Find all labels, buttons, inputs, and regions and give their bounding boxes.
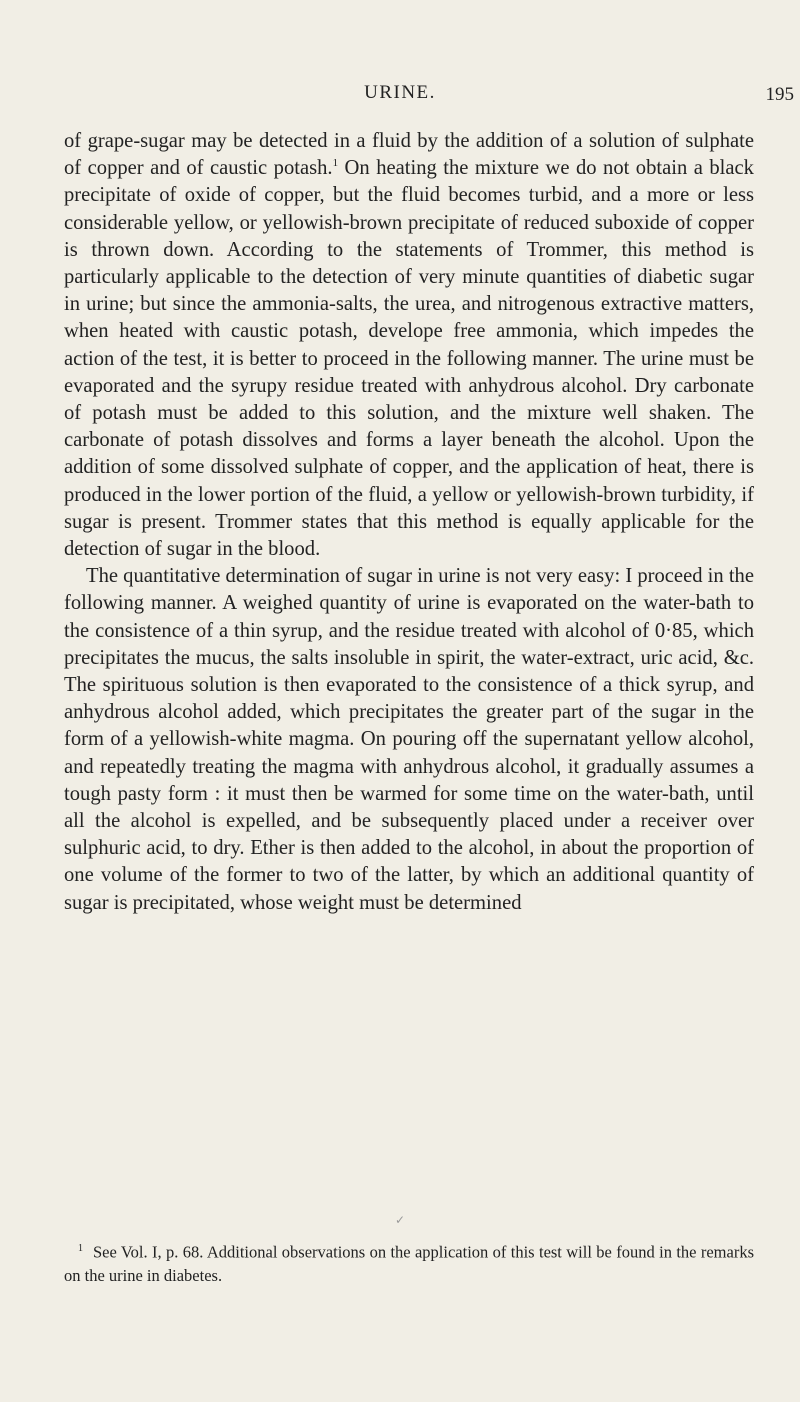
page-header — [0, 0, 800, 128]
body-text — [64, 128, 754, 917]
paragraph-1 — [64, 128, 754, 563]
footnote-number: 1 — [78, 1243, 83, 1254]
paragraph-1-text-b: On heating the mixture we do not obtain a black precipitate of oxide of copper, but the fluid becomes turbid, and a more or less considerable yellow, or yellowish-brown precipitate of reduced suboxide of copper is thrown down. According to the statements of Trommer, this method is particularly applicable to the detection of very minute quantities of diabetic sugar in urine; but since the ammonia-salts, the urea, and nitrogenous extractive matters, when heated with caustic potash, develope free ammonia, which impedes the action of the test, it is better to proceed in the following manner. The urine must be evaporated and the syrupy residue treated with anhydrous alcohol. Dry carbonate of potash must be added to this solution, and the mixture well shaken. The carbonate of potash dissolves and forms a layer beneath the alcohol. Upon the addition of some dissolved sulphate of copper, and the application of heat, there is produced in the lower portion of the fluid, a yellow or yellowish-brown turbidity, if sugar is present. Trommer states that this method is equally applicable for the detection of sugar in the blood. — [64, 157, 754, 561]
paragraph-1-text-a: of grape-sugar may be detected in a fluid by the addition of a solution of sulphate of copper and of caustic potash. — [64, 130, 754, 180]
footnote-1 — [64, 1237, 754, 1287]
footnote-text: See Vol. I, p. 68. Additional observations on the application of this test will be found in the remarks on the urine in diabetes. — [64, 1242, 754, 1285]
footnotes — [64, 1237, 754, 1287]
running-title: URINE. — [364, 82, 436, 103]
footnote-reference: 1 — [332, 157, 339, 170]
footnote-separator-mark: ✓ — [395, 1213, 406, 1227]
page-number: 195 — [765, 84, 794, 105]
page-body — [64, 128, 754, 917]
paragraph-2: The quantitative determination of sugar in urine is not very easy: I proceed in the following manner. A weighed quantity of urine is evaporated on the water-bath to the consistence of a thin syrup, and the residue treated with alcohol of 0·85, which precipitates the mucus, the salts insoluble in spirit, the water-extract, uric acid, &c. The spirituous solution is then evaporated to the consistence of a thick syrup, and anhydrous alcohol added, which precipitates the greater part of the sugar in the form of a yellowish-white magma. On pouring off the supernatant yellow alcohol, and repeatedly treating the magma with anhydrous alcohol, it gradually assumes a tough pasty form : it must then be warmed for some time on the water-bath, until all the alcohol is expelled, and be subsequently placed under a receiver over sulphuric acid, to dry. Ether is then added to the alcohol, in about the proportion of one volume of the former to two of the latter, by which an additional quantity of sugar is precipitated, whose weight must be determined — [64, 565, 754, 914]
